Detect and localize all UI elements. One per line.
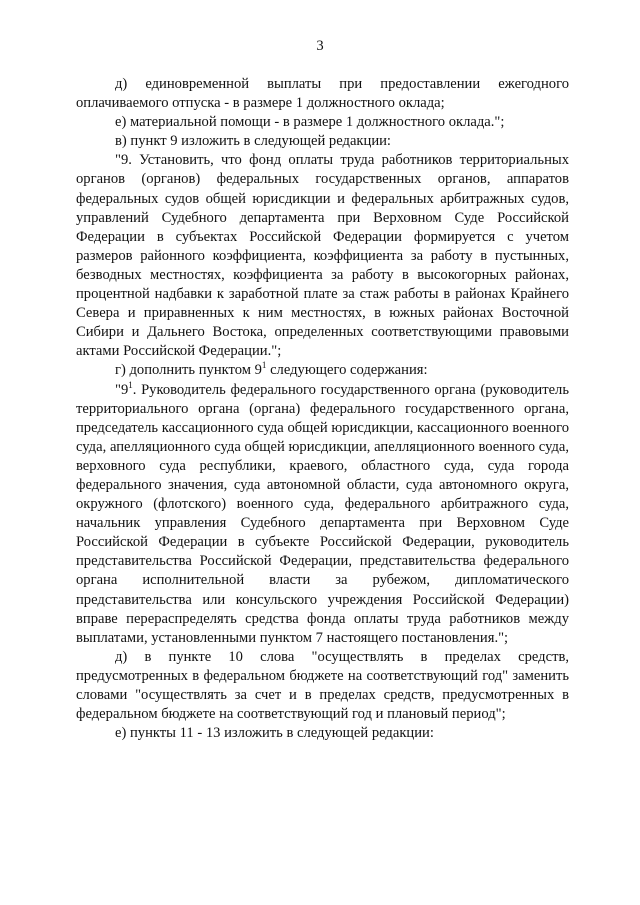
paragraph-subitem-g-text-end: следующего содержания: <box>266 362 428 379</box>
paragraph-point-9-1 <box>76 381 569 648</box>
page-number: 3 <box>316 38 324 54</box>
paragraph-subitem-g-text: г) дополнить пунктом 9 <box>115 362 262 379</box>
paragraph-subitem-d: д) единовременной выплаты при предоставлении ежегодного оплачиваемого отпуска - в размере 1 должностного оклада; <box>76 76 569 112</box>
superscript: 1 <box>128 379 133 390</box>
paragraph-subitem-e: е) материальной помощи - в размере 1 должностного оклада."; <box>115 114 505 131</box>
paragraph-subitem-v: в) пункт 9 изложить в следующей редакции: <box>115 133 391 150</box>
paragraph-point-9-1-start: "9 <box>115 381 129 398</box>
paragraph-subitem-d-2: д) в пункте 10 слова "осуществлять в пределах средств, предусмотренных в федеральном бюджете на соответствующий год" заменить словами "осуществлять за счет и в пределах средств, предусмотренных в федеральном бюджете на соответствующий год и плановый период"; <box>76 648 569 723</box>
document-body <box>76 75 569 743</box>
paragraph-subitem-g <box>76 361 569 380</box>
paragraph-point-9-1-text: . Руководитель федерального государственного органа (руководитель территориального органа (органа) федерального государственного органа, председатель кассационного суда общей юрисдикции, кассационного военного суда, апелляционного суда общей юрисдикции, апелляционного военного суда, верховного суда республики, краевого, областного суда, суда города федерального значения, суда автономной области, суда автономного округа, окружного (флотского) военного суда, федерального арбитражного суда, начальник управления Судебного департамента при Верховном Суде Российской Федерации в субъекте Российской Федерации, руководитель представительства Российской Федерации, представительства федерального органа исполнительной власти за рубежом, дипломатического представительства или консульского учреждения Российской Федерации) вправе перераспределять средства фонда оплаты труда работников между выплатами, установленными пунктом 7 настоящего постановления."; <box>76 381 569 646</box>
superscript: 1 <box>261 360 267 371</box>
paragraph-point-9: "9. Установить, что фонд оплаты труда работников территориальных органов (органов) федеральных государственных органов, аппаратов федеральных судов общей юрисдикции и федеральных арбитражных судов, управлений Судебного департамента при Верховном Суде Российской Федерации в субъектах Российской Федерации формируется с учетом размеров районного коэффициента, коэффициента за работу в пустынных, безводных местностях, коэффициента за работу в высокогорных районах, процентной надбавки к заработной плате за стаж работы в районах Крайнего Севера и приравненных к ним местностях, в южных районах Восточной Сибири и Дальнего Востока, определенных соответствующими правовыми актами Российской Федерации."; <box>76 152 569 360</box>
paragraph-subitem-e-2: е) пункты 11 - 13 изложить в следующей редакции: <box>115 725 434 742</box>
